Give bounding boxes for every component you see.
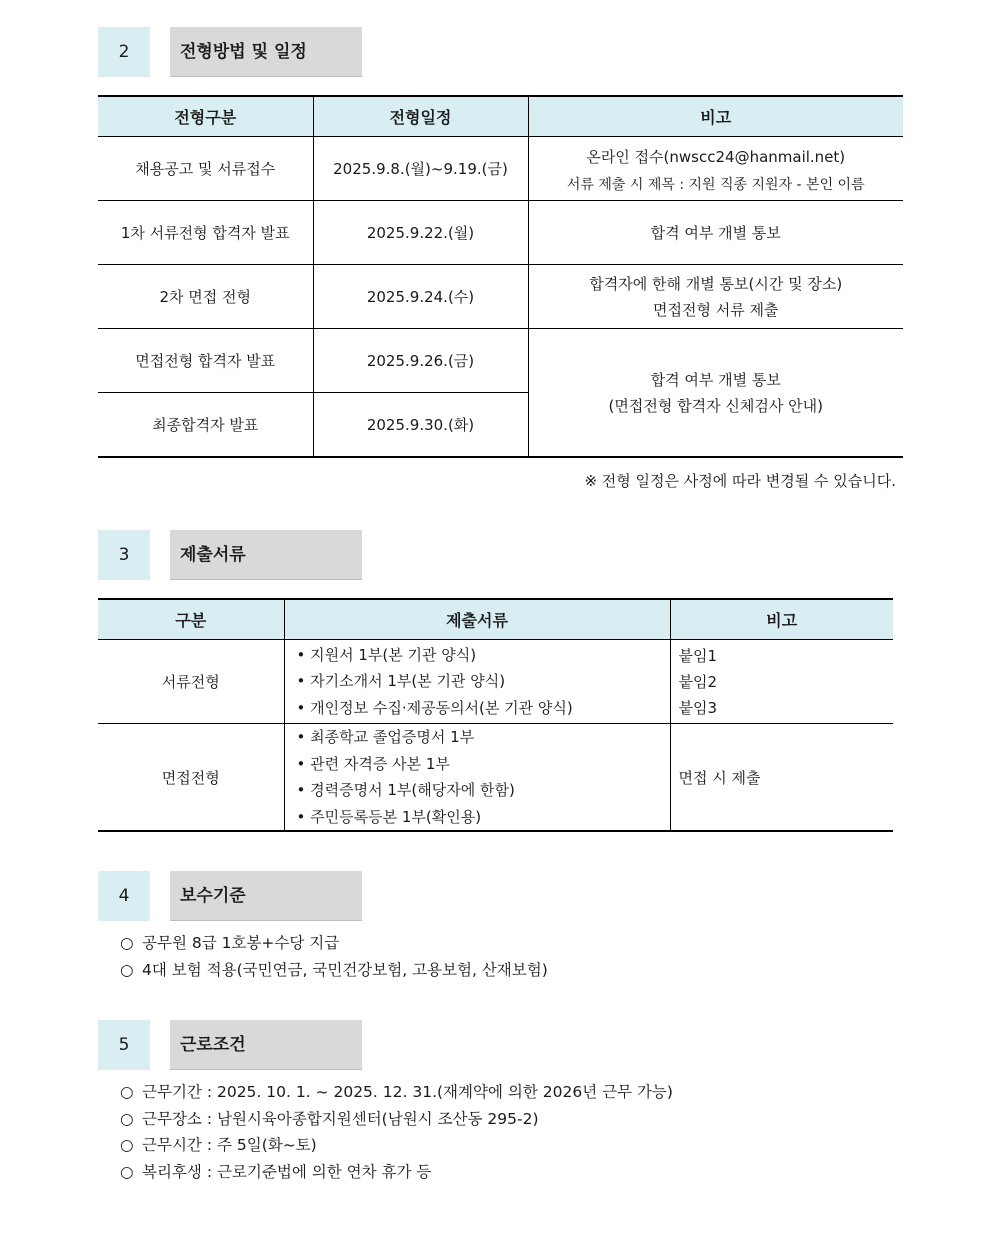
section-title: 제출서류 (170, 530, 362, 580)
document-item: • 관련 자격증 사본 1부 (297, 751, 670, 778)
schedule-footnote: ※ 전형 일정은 사정에 따라 변경될 수 있습니다. (584, 472, 896, 490)
section-title: 전형방법 및 일정 (170, 27, 362, 77)
document-item: • 자기소개서 1부(본 기관 양식) (297, 668, 670, 695)
column-header: 전형일정 (313, 96, 528, 137)
table-row (98, 640, 893, 724)
section-number: 4 (98, 871, 150, 921)
section-title: 근로조건 (170, 1020, 362, 1070)
circle-bullet-icon: ○ (120, 1109, 134, 1128)
schedule-table (98, 95, 903, 458)
list-item: ○ 근무기간 : 2025. 10. 1. ~ 2025. 12. 31.(재계약에 의한 2026년 근무 가능) (120, 1079, 673, 1106)
note-cell (528, 265, 903, 329)
list-item: ○ 근무시간 : 주 5일(화~토) (120, 1132, 673, 1159)
remark-item: 붙임3 (678, 698, 718, 717)
note-cell (528, 137, 903, 201)
remarks-cell: 면접 시 제출 (670, 724, 893, 832)
table-row (98, 265, 903, 329)
circle-bullet-icon: ○ (120, 1083, 134, 1101)
section-number: 3 (98, 530, 150, 580)
date-cell: 2025.9.24.(수) (313, 265, 528, 329)
category-cell: 서류전형 (98, 640, 284, 724)
document-item: • 지원서 1부(본 기관 양식) (297, 642, 670, 669)
salary-list (120, 930, 548, 983)
note-text: 온라인 접수(nwscc24@hanmail.net) (586, 147, 846, 166)
section-title: 보수기준 (170, 871, 362, 921)
date-cell: 2025.9.30.(화) (313, 393, 528, 458)
date-cell: 2025.9.26.(금) (313, 329, 528, 393)
remark-item: 붙임1 (678, 646, 718, 665)
note-subtext: 서류 제출 시 제목 : 지원 직종 지원자 - 본인 이름 (566, 176, 865, 193)
list-item: ○ 복리후생 : 근로기준법에 의한 연차 휴가 등 (120, 1159, 673, 1186)
remarks-cell (670, 640, 893, 724)
column-header: 구분 (98, 599, 284, 640)
category-cell: 면접전형 합격자 발표 (98, 329, 313, 393)
conditions-list (120, 1079, 673, 1185)
document-item: • 주민등록등본 1부(확인용) (297, 804, 670, 831)
category-cell: 면접전형 (98, 724, 284, 832)
list-item: ○ 4대 보험 적용(국민연금, 국민건강보험, 고용보험, 산재보험) (120, 957, 548, 984)
note-text: 합격 여부 개별 통보 (650, 370, 781, 389)
table-row (98, 724, 893, 832)
circle-bullet-icon: ○ (120, 1162, 134, 1181)
documents-cell (284, 724, 670, 832)
category-cell: 최종합격자 발표 (98, 393, 313, 458)
documents-table (98, 598, 893, 832)
table-row (98, 137, 903, 201)
document-item: • 최종학교 졸업증명서 1부 (297, 724, 670, 751)
circle-bullet-icon: ○ (120, 960, 134, 979)
date-cell: 2025.9.8.(월)~9.19.(금) (313, 137, 528, 201)
section-number: 2 (98, 27, 150, 77)
documents-cell (284, 640, 670, 724)
circle-bullet-icon: ○ (120, 1136, 134, 1154)
document-item: • 개인정보 수집·제공동의서(본 기관 양식) (297, 695, 670, 722)
merged-note-cell (528, 329, 903, 458)
circle-bullet-icon: ○ (120, 934, 134, 952)
date-cell: 2025.9.22.(월) (313, 201, 528, 265)
category-cell: 채용공고 및 서류접수 (98, 137, 313, 201)
document-item: • 경력증명서 1부(해당자에 한함) (297, 777, 670, 804)
note-text: 면접전형 서류 제출 (653, 300, 779, 319)
column-header: 비고 (670, 599, 893, 640)
category-cell: 1차 서류전형 합격자 발표 (98, 201, 313, 265)
note-text: 합격자에 한해 개별 통보(시간 및 장소) (589, 274, 843, 293)
note-text: (면접전형 합격자 신체검사 안내) (608, 396, 823, 415)
table-row (98, 329, 903, 393)
column-header: 제출서류 (284, 599, 670, 640)
remark-item: 붙임2 (678, 672, 718, 691)
list-item: ○ 근무장소 : 남원시육아종합지원센터(남원시 조산동 295-2) (120, 1106, 673, 1133)
table-row (98, 201, 903, 265)
section-number: 5 (98, 1020, 150, 1070)
note-cell: 합격 여부 개별 통보 (528, 201, 903, 265)
column-header: 전형구분 (98, 96, 313, 137)
column-header: 비고 (528, 96, 903, 137)
list-item: ○ 공무원 8급 1호봉+수당 지급 (120, 930, 548, 957)
category-cell: 2차 면접 전형 (98, 265, 313, 329)
